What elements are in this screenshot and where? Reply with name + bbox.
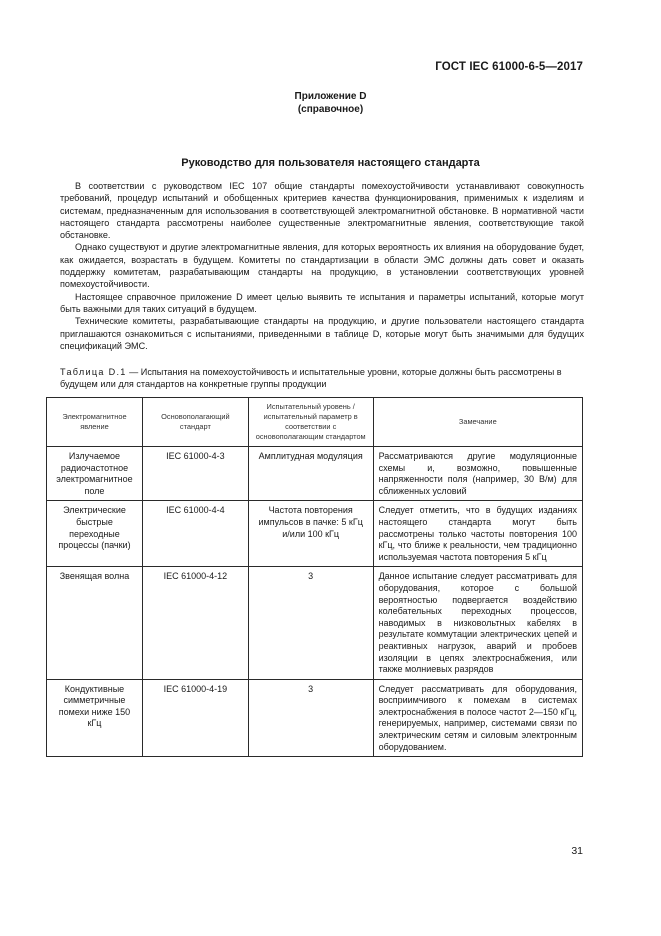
table-caption-text: — Испытания на помехоустойчивость и испытательные уровни, которые должны быть рассмотрены в будущем или для стандартов на конкретные группы продукции (60, 367, 562, 390)
cell-remark: Рассматриваются другие модуляционные схемы и, возможно, повышенные напряженности поля (например, 30 В/м) для сближенных условий (373, 447, 582, 501)
standard-designation: ГОСТ IEC 61000-6-5—2017 (435, 61, 583, 73)
paragraph-4: Технические комитеты, разрабатывающие стандарты на продукцию, и другие пользователи настоящего стандарта приглашаются ознакомиться с испытаниями, приведенными в таблице D, которые могут быть значимыми для будущих спецификаций ЭМС. (60, 316, 584, 351)
cell-standard: IEC 61000-4-3 (142, 447, 248, 501)
cell-phenomenon: Излучаемое радиочастотное электромагнитное поле (47, 447, 143, 501)
cell-phenomenon: Звенящая волна (47, 567, 143, 679)
table-row (47, 567, 583, 679)
cell-remark: Следует отметить, что в будущих изданиях настоящего стандарта могут быть рассмотрены только частоты повторения 100 кГц, что ближе к реальности, чем традиционно используемая частота повторения 5 кГц (373, 501, 582, 567)
tests-table (46, 397, 583, 757)
table-row (47, 679, 583, 757)
cell-remark: Следует рассматривать для оборудования, восприимчивого к помехам в системах электроснабжения в полосе частот 2—150 кГц, генерируемых, например, системами связи по электрическим сетям и силовым электронным оборудованием. (373, 679, 582, 757)
cell-test-level: 3 (248, 679, 373, 757)
appendix-title: Приложение D (294, 91, 367, 102)
cell-test-level: Частота повторения импульсов в пачке: 5 кГц и/или 100 кГц (248, 501, 373, 567)
appendix-heading (0, 90, 661, 116)
body-text (60, 180, 584, 352)
paragraph-2: Однако существуют и другие электромагнитные явления, для которых вероятность их влияния на оборудование будет, как ожидается, возрастать в будущем. Комитеты по стандартизации в области ЭМС должны дать совет и оказать поддержку комитетам, разрабатывающим стандарты на продукцию, в установлении соответствующих уровней помехоустойчивости. (60, 242, 584, 290)
page-number: 31 (571, 845, 583, 857)
section-title: Руководство для пользователя настоящего стандарта (181, 157, 480, 169)
cell-test-level: 3 (248, 567, 373, 679)
cell-phenomenon: Электрические быстрые переходные процессы (пачки) (47, 501, 143, 567)
table-caption-label: Таблица D.1 (60, 367, 127, 377)
cell-remark: Данное испытание следует рассматривать для оборудования, которое с большой вероятностью подвергается воздействию колебательных переходных процессов, наводимых в низковольтных кабелях в результате коммутации электрических цепей и реактивных нагрузок, аварий и пробоев изоляции в цепях электроснабжения, или также молниевых разрядов (373, 567, 582, 679)
cell-standard: IEC 61000-4-12 (142, 567, 248, 679)
cell-test-level: Амплитудная модуляция (248, 447, 373, 501)
header-phenomenon: Электромагнитное явление (47, 398, 143, 447)
header-standard: Основополагающий стандарт (142, 398, 248, 447)
header-remark: Замечание (373, 398, 582, 447)
cell-standard: IEC 61000-4-19 (142, 679, 248, 757)
table-caption (60, 366, 584, 391)
table-row (47, 447, 583, 501)
table-header-row (47, 398, 583, 447)
cell-phenomenon: Кондуктивные симметричные помехи ниже 150 кГц (47, 679, 143, 757)
appendix-subtitle: (справочное) (297, 104, 364, 115)
paragraph-1: В соответствии с руководством IEC 107 общие стандарты помехоустойчивости устанавливают совокупность требований, процедур испытаний и обобщенных критериев качества функционирования, применимых к изделиям и системам, предназначенным для использования в соответствующей электромагнитной обстановке. В нормативной части настоящего стандарта рассмотрены наиболее существенные электромагнитные явления, соответствующие такой обстановке. (60, 181, 584, 241)
cell-standard: IEC 61000-4-4 (142, 501, 248, 567)
header-test-level: Испытательный уровень / испытательный параметр в соответствии с основополагающим стандартом (248, 398, 373, 447)
paragraph-3: Настоящее справочное приложение D имеет целью выявить те испытания и параметры испытаний, которые могут быть важными для таких ситуаций в будущем. (60, 291, 584, 314)
table-row (47, 501, 583, 567)
